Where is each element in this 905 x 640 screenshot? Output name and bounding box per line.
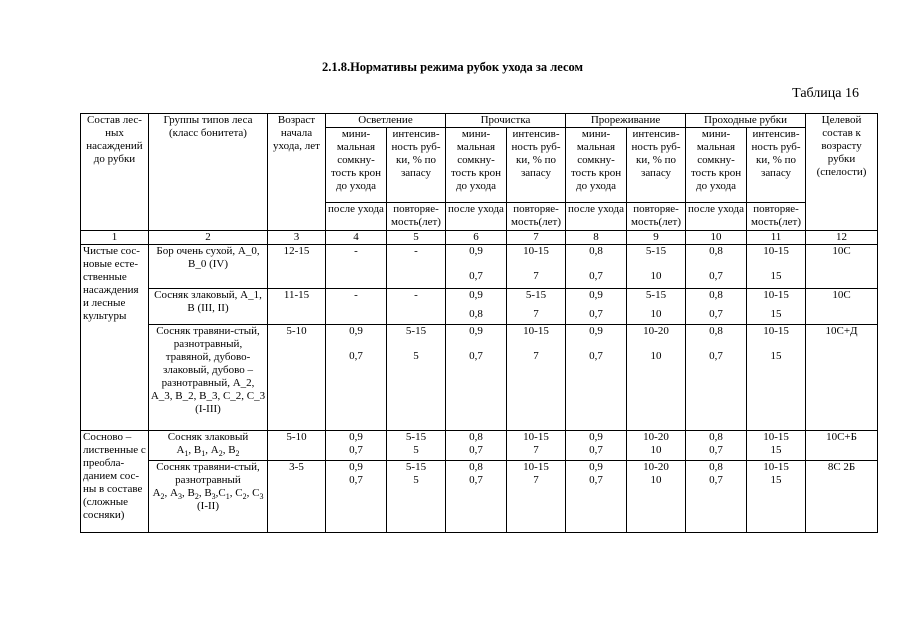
header-cut-type: Осветление bbox=[326, 114, 446, 128]
value-cell: - bbox=[387, 244, 446, 288]
forest-type-cell: Сосняк травяни-стый, разнотравный $А_2$, $А_3$, $В_2$, $В_3,С_1$, $С_2$, $С_3$ (I-II) bbox=[149, 460, 268, 532]
table-row bbox=[81, 324, 878, 430]
header-age: Возраст начала ухода, лет bbox=[268, 114, 326, 231]
header-intensity: интенсив-ность руб-ки, % по запасу bbox=[627, 128, 686, 203]
target-cell: 10С bbox=[806, 288, 878, 324]
value-cell: 0,8 0,7 bbox=[446, 460, 507, 532]
value-cell: 10-15 7 bbox=[507, 460, 566, 532]
value-cell: 10-20 10 bbox=[627, 460, 686, 532]
age-cell: 3-5 bbox=[268, 460, 326, 532]
column-number: 8 bbox=[566, 231, 627, 245]
value-cell: 10-15 15 bbox=[747, 430, 806, 460]
header-repeat: повторяе-мость(лет) bbox=[627, 203, 686, 231]
value-cell: 10-15 15 bbox=[747, 460, 806, 532]
value-cell: 0,8 0,7 bbox=[686, 244, 747, 288]
column-number: 10 bbox=[686, 231, 747, 245]
header-intensity: интенсив-ность руб-ки, % по запасу bbox=[507, 128, 566, 203]
value-cell: 10-15 15 bbox=[747, 288, 806, 324]
header-min-density: мини-мальная сомкну-тость крон до ухода bbox=[326, 128, 387, 203]
header-repeat: повторяе-мость(лет) bbox=[507, 203, 566, 231]
age-cell: 5-10 bbox=[268, 324, 326, 430]
column-number: 4 bbox=[326, 231, 387, 245]
age-cell: 5-10 bbox=[268, 430, 326, 460]
value-cell: 10-15 7 bbox=[507, 244, 566, 288]
forest-type-cell: Сосняк злаковый $А_1$, $В_1$, $А_2$, $В_2$ bbox=[149, 430, 268, 460]
header-after: после ухода bbox=[326, 203, 387, 231]
value-cell: - bbox=[326, 288, 387, 324]
document-title: 2.1.8.Нормативы режима рубок ухода за лесом bbox=[321, 60, 584, 74]
header-min-density: мини-мальная сомкну-тость крон до ухода bbox=[686, 128, 747, 203]
header-cut-type: Проходные рубки bbox=[686, 114, 806, 128]
column-number: 3 bbox=[268, 231, 326, 245]
value-cell: 0,9 0,7 bbox=[326, 324, 387, 430]
value-cell: 5-15 7 bbox=[507, 288, 566, 324]
value-cell: 0,9 0,7 bbox=[326, 460, 387, 532]
header-min-density: мини-мальная сомкну-тость крон до ухода bbox=[446, 128, 507, 203]
forest-type-subscript: $А_1$, $В_1$, $А_2$, $В_2$ bbox=[176, 443, 240, 459]
value-cell: 0,8 0,7 bbox=[566, 244, 627, 288]
value-cell: 0,8 0,7 bbox=[686, 430, 747, 460]
header-after: после ухода bbox=[446, 203, 507, 231]
value-cell: - bbox=[387, 288, 446, 324]
table-row bbox=[81, 430, 878, 460]
column-number: 11 bbox=[747, 231, 806, 245]
column-numbers-row bbox=[81, 231, 878, 245]
value-cell: - bbox=[326, 244, 387, 288]
value-cell: 0,9 0,7 bbox=[566, 430, 627, 460]
value-cell: 0,9 0,8 bbox=[446, 288, 507, 324]
column-number: 6 bbox=[446, 231, 507, 245]
value-cell: 5-15 10 bbox=[627, 288, 686, 324]
header-repeat: повторяе-мость(лет) bbox=[747, 203, 806, 231]
header-groups: Группы типов леса (класс бонитета) bbox=[149, 114, 268, 231]
value-cell: 5-15 10 bbox=[627, 244, 686, 288]
target-cell: 10С+Б bbox=[806, 430, 878, 460]
forest-type-subscript: $А_2$, $А_3$, $В_2$, $В_3,С_1$, $С_2$, $С_3$ (I-II) bbox=[152, 486, 264, 512]
value-cell: 0,9 0,7 bbox=[566, 460, 627, 532]
target-cell: 8С 2Б bbox=[806, 460, 878, 532]
table-row bbox=[81, 244, 878, 288]
header-min-density: мини-мальная сомкну-тость крон до ухода bbox=[566, 128, 627, 203]
value-cell: 10-20 10 bbox=[627, 430, 686, 460]
value-cell: 0,8 0,7 bbox=[686, 460, 747, 532]
target-cell: 10С+Д bbox=[806, 324, 878, 430]
target-cell: 10С bbox=[806, 244, 878, 288]
value-cell: 0,8 0,7 bbox=[446, 430, 507, 460]
header-after: после ухода bbox=[566, 203, 627, 231]
forest-type-cell: Сосняк травяни-стый, разнотравный, травяной, дубово-злаковый, дубово – разнотравный, А_2, А_3, В_2, В_3, С_2, С_3 (I-III) bbox=[149, 324, 268, 430]
value-cell: 0,9 0,7 bbox=[446, 244, 507, 288]
header-cut-type: Прочистка bbox=[446, 114, 566, 128]
composition-cell: Сосново – лиственные с преобла-данием сос-ны в составе (сложные сосняки) bbox=[81, 430, 149, 532]
value-cell: 10-15 7 bbox=[507, 430, 566, 460]
norms-table bbox=[80, 113, 878, 533]
value-cell: 0,8 0,7 bbox=[686, 324, 747, 430]
column-number: 7 bbox=[507, 231, 566, 245]
age-cell: 11-15 bbox=[268, 288, 326, 324]
header-intensity: интенсив-ность руб-ки, % по запасу bbox=[387, 128, 446, 203]
value-cell: 5-15 5 bbox=[387, 324, 446, 430]
header-intensity: интенсив-ность руб-ки, % по запасу bbox=[747, 128, 806, 203]
value-cell: 5-15 5 bbox=[387, 430, 446, 460]
value-cell: 0,9 0,7 bbox=[566, 324, 627, 430]
value-cell: 5-15 5 bbox=[387, 460, 446, 532]
column-number: 12 bbox=[806, 231, 878, 245]
header-cut-type: Прореживание bbox=[566, 114, 686, 128]
header-composition: Состав лес-ных насаждений до рубки bbox=[81, 114, 149, 231]
header-repeat: повторяе-мость(лет) bbox=[387, 203, 446, 231]
table-row bbox=[81, 288, 878, 324]
value-cell: 10-15 15 bbox=[747, 244, 806, 288]
value-cell: 10-15 7 bbox=[507, 324, 566, 430]
age-cell: 12-15 bbox=[268, 244, 326, 288]
value-cell: 0,9 0,7 bbox=[566, 288, 627, 324]
table-label: Таблица 16 bbox=[792, 86, 859, 101]
composition-cell: Чистые сос-новые есте-ственные насаждения и лесные культуры bbox=[81, 244, 149, 430]
value-cell: 10-15 15 bbox=[747, 324, 806, 430]
column-number: 1 bbox=[81, 231, 149, 245]
forest-type-cell: Бор очень сухой, А_0, В_0 (IV) bbox=[149, 244, 268, 288]
forest-type-cell: Сосняк злаковый, А_1, В (III, II) bbox=[149, 288, 268, 324]
header-target: Целевой состав к возрасту рубки (спелости) bbox=[806, 114, 878, 231]
column-number: 2 bbox=[149, 231, 268, 245]
value-cell: 0,9 0,7 bbox=[446, 324, 507, 430]
value-cell: 10-20 10 bbox=[627, 324, 686, 430]
header-after: после ухода bbox=[686, 203, 747, 231]
column-number: 9 bbox=[627, 231, 686, 245]
column-number: 5 bbox=[387, 231, 446, 245]
table-row bbox=[81, 460, 878, 532]
value-cell: 0,8 0,7 bbox=[686, 288, 747, 324]
value-cell: 0,9 0,7 bbox=[326, 430, 387, 460]
